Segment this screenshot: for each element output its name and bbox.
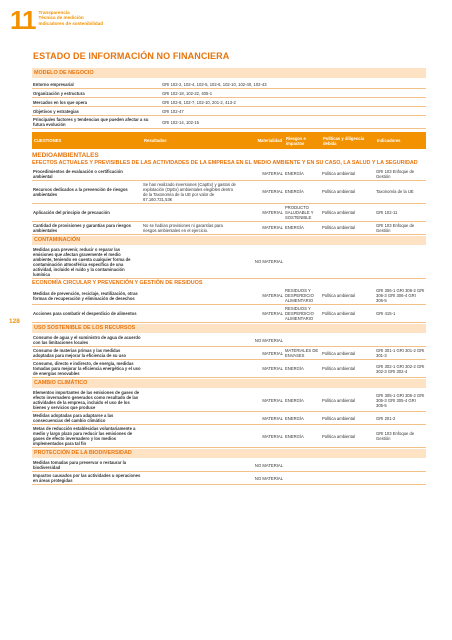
row-policy: Política ambiental xyxy=(322,293,356,298)
table-row xyxy=(32,412,426,425)
table-row xyxy=(32,305,426,323)
economia-rows xyxy=(32,287,426,323)
row-materiality: MATERIAL xyxy=(262,209,283,215)
row-question: Principales factores y tendencias que pueden afectar a su futura evolución xyxy=(33,117,149,127)
row-risk: ENERGÍA xyxy=(285,433,304,439)
row-result xyxy=(142,173,237,175)
row-question: Entorno empresarial xyxy=(33,81,74,87)
table-row xyxy=(32,389,426,412)
table-row xyxy=(32,204,426,222)
chapter-line: Indicadores de sostenibilidad xyxy=(38,20,104,26)
chapter-line: Transparencia xyxy=(38,10,70,15)
row-policy: Política ambiental xyxy=(322,209,356,215)
report-content xyxy=(32,68,426,485)
row-risk: RESIDUOS Y DESPERDICIO ALIMENTARIO xyxy=(285,288,314,303)
row-policy xyxy=(321,261,375,263)
row-indicators: GRI 201-2 xyxy=(376,415,396,421)
row-materiality: NO MATERIAL xyxy=(254,462,283,468)
row-indicators: GRI 102-14, 102-15 xyxy=(162,119,200,125)
row-result xyxy=(142,339,237,341)
row-indicators: GRI 301-1 GRI 301-2 GRI 301-3 xyxy=(376,348,425,358)
row-indicators: GRI 415-1 xyxy=(376,311,396,316)
row-question: Metas de reducción establecidas voluntariamente a medio y largo plazo para reducir las emisiones de gases de efecto invernadero y los medios implementados para tal fin xyxy=(33,426,136,446)
row-materiality: MATERIAL xyxy=(262,189,283,194)
row-result xyxy=(142,261,237,263)
row-materiality: NO MATERIAL xyxy=(254,337,283,343)
subsection-heading-contaminacion: CONTAMINACIÓN xyxy=(32,236,426,245)
row-risk xyxy=(284,261,321,263)
row-indicators: GRI 102-18, 102-22, 405-1 xyxy=(162,90,213,96)
table-row xyxy=(32,222,426,235)
row-result xyxy=(142,477,237,479)
row-indicators xyxy=(375,339,426,341)
row-question: Medidas para prevenir, reducir o reparar las emisiones que afectan gravemente el medio ambiente, teniendo en cuenta cualquier forma de contaminación atmosférica específica de una actividad, incluido el ruido y la contaminación lumínica xyxy=(33,246,131,277)
table-row xyxy=(32,168,426,181)
modelo-table xyxy=(32,80,426,129)
table-row xyxy=(32,425,426,448)
row-policy xyxy=(321,339,375,341)
medio-rows xyxy=(32,168,426,235)
row-indicators: GRI 103 Enfoque de Gestión xyxy=(376,168,415,179)
row-result: No se habían provisiones ni garantías para riesgos ambientales en el ejercicio. xyxy=(143,222,223,233)
row-indicators xyxy=(375,261,426,263)
row-result xyxy=(142,352,237,354)
row-indicators: GRI 102-11 xyxy=(376,209,398,215)
row-indicators: GRI 102-47 xyxy=(162,108,184,114)
col-resultados: Resultados xyxy=(144,138,167,143)
row-materiality: MATERIAL xyxy=(262,415,283,421)
row-result xyxy=(142,435,237,437)
row-indicators: GRI 306-1 GRI 306-2 GRI 306-3 GRI 306-4 GRI 306-5 xyxy=(376,288,425,303)
row-risk xyxy=(284,339,321,341)
row-result xyxy=(142,368,237,370)
row-result xyxy=(142,211,237,213)
table-row xyxy=(32,472,426,485)
row-result xyxy=(142,464,237,466)
row-risk xyxy=(284,477,321,479)
contaminacion-rows xyxy=(32,246,426,279)
row-result xyxy=(142,295,237,297)
row-indicators: GRI 102-6, 102-7, 102-10, 201-2, 413-2 xyxy=(162,99,236,105)
row-indicators: GRI 103 Enfoque de Gestión xyxy=(376,431,415,441)
row-question: Aplicación del principio de precaución xyxy=(33,209,110,215)
row-materiality: NO MATERIAL xyxy=(254,259,283,264)
row-question: Medidas de prevención, reciclaje, reutilización, otras formas de recuperación y eliminación de desechos xyxy=(33,290,138,301)
table-row xyxy=(32,334,426,347)
row-risk: ENERGÍA xyxy=(285,415,304,421)
table-row xyxy=(32,181,426,204)
row-question: Impactos causados por las actividades u operaciones en áreas protegidas xyxy=(33,473,141,483)
table-row xyxy=(32,80,426,89)
page-title: ESTADO DE INFORMACIÓN NO FINANCIERA xyxy=(33,51,230,61)
table-row xyxy=(32,116,426,129)
row-question: Mercados en los que opera xyxy=(33,99,87,105)
row-risk: RESIDUOS Y DESPERDICIO ALIMENTARIO xyxy=(285,306,314,321)
row-materiality: MATERIAL xyxy=(262,433,283,439)
uso-rows xyxy=(32,334,426,378)
row-question: Consumo de materias primas y las medidas adoptadas para mejorar la eficiencia de su uso xyxy=(33,348,127,358)
row-result xyxy=(142,417,237,419)
row-materiality: NO MATERIAL xyxy=(254,475,283,481)
row-policy xyxy=(321,464,375,466)
row-materiality: MATERIAL xyxy=(262,397,283,403)
row-policy: Política ambiental xyxy=(322,225,356,230)
row-result: Se han realizado inversiones (CapEx) y gastos de explotación (OpEx) ambientales elegibles dentro de la Taxonomía de la UE por valor de 67.160.731,53€ xyxy=(143,181,236,202)
table-row xyxy=(32,246,426,279)
chapter-breadcrumb xyxy=(39,10,104,26)
table-header xyxy=(32,132,426,149)
page-number: 128 xyxy=(9,318,20,325)
row-policy: Política ambiental xyxy=(322,350,356,356)
row-indicators xyxy=(375,477,426,479)
row-risk: ENERGÍA xyxy=(285,366,304,371)
chapter-line: Técnica de medición xyxy=(38,15,84,21)
row-risk: ENERGÍA xyxy=(285,189,304,194)
row-question: Consumo, directo e indirecto, de energía, medidas tomadas para mejorar la eficiencia energética y el uso de energías renovables xyxy=(33,361,141,376)
row-indicators: GRI 102-2, 102-4, 102-5, 102-6, 102-10, 102-40, 102-43 xyxy=(162,81,267,87)
table-row xyxy=(32,89,426,98)
subsection-heading-biodiversidad: PROTECCIÓN DE LA BIODIVERSIDAD xyxy=(32,449,426,458)
row-risk xyxy=(284,464,321,466)
row-materiality: MATERIAL xyxy=(262,225,283,230)
row-question: Medidas tomadas para preservar o restaurar la biodiversidad xyxy=(33,460,127,470)
subsection-heading-uso: USO SOSTENIBLE DE LOS RECURSOS xyxy=(32,324,426,333)
table-row xyxy=(32,347,426,360)
row-risk: PRODUCTO SALUDABLE Y SOSTENIBLE xyxy=(285,204,314,220)
row-policy: Política ambiental xyxy=(322,433,356,439)
row-materiality: MATERIAL xyxy=(262,311,283,316)
section-heading-medio: MEDIOAMBIENTALES xyxy=(32,152,99,159)
row-question: Recursos dedicados a la prevención de riesgos ambientales xyxy=(33,186,128,197)
biodiversidad-rows xyxy=(32,459,426,485)
col-politicas: Políticas y diligencia debida xyxy=(323,135,365,146)
row-result xyxy=(142,399,237,401)
col-cuestiones: CUESTIONES xyxy=(34,138,62,143)
row-risk: ENERGÍA xyxy=(285,225,304,230)
row-indicators: GRI 103 Enfoque de Gestión xyxy=(376,222,415,233)
row-policy: Política ambiental xyxy=(322,397,356,403)
row-question: Acciones para combatir el desperdicio de alimentos xyxy=(33,311,137,316)
row-risk: MATERIALES DE ENVASES xyxy=(285,348,319,358)
row-materiality: MATERIAL xyxy=(262,293,283,298)
row-result xyxy=(142,313,237,315)
row-indicators xyxy=(375,464,426,466)
row-indicators: GRI 305-1 GRI 305-2 GRI 305-3 GRI 305-4 GRI 305-5 xyxy=(376,392,425,408)
row-policy: Política ambiental xyxy=(322,189,356,194)
chapter-header xyxy=(10,5,104,35)
table-row xyxy=(32,98,426,107)
row-indicators: GRI 302-1 GRI 302-2 GRI 302-3 GRI 302-4 xyxy=(376,363,425,374)
row-risk: ENERGÍA xyxy=(285,171,304,176)
table-row xyxy=(32,459,426,472)
row-materiality: MATERIAL xyxy=(262,350,283,356)
table-row xyxy=(32,287,426,305)
row-indicators: Taxonomía de la UE xyxy=(376,189,414,194)
row-risk: ENERGÍA xyxy=(285,397,304,403)
cambio-rows xyxy=(32,389,426,448)
subsection-heading-efectos: EFECTOS ACTUALES Y PREVISIBLES DE LAS ACTIVIDADES DE LA EMPRESA EN EL MEDIO AMBIENTE Y EN SU CASO, LA SALUD Y LA SEGURIDAD xyxy=(32,160,418,166)
col-riesgos: Riesgos e impactos xyxy=(286,135,306,146)
table-row xyxy=(32,360,426,378)
row-question: Consumo de agua y el suministro de agua de acuerdo con las limitaciones locales xyxy=(33,335,141,345)
subsection-heading-economia: ECONOMÍA CIRCULAR Y PREVENCIÓN Y GESTIÓN DE RESIDUOS xyxy=(32,279,203,286)
section-heading-modelo: MODELO DE NEGOCIO xyxy=(32,68,426,78)
row-policy xyxy=(321,477,375,479)
col-materialidad: Materialidad xyxy=(257,138,282,143)
subsection-heading-cambio: CAMBIO CLIMÁTICO xyxy=(32,379,426,388)
chapter-number: 11 xyxy=(10,5,36,35)
row-question: Medidas adoptadas para adaptarse a las consecuencias del cambio climático xyxy=(33,413,114,423)
row-question: Cantidad de provisiones y garantías para riesgos ambientales xyxy=(33,222,131,233)
row-question: Organización y estructura xyxy=(33,90,85,96)
row-question: Procedimientos de evaluación o certificación ambiental xyxy=(33,168,123,179)
row-policy: Política ambiental xyxy=(322,311,356,316)
row-question: Elementos importantes de las emisiones de gases de efecto invernadero generados como resultado de las actividades de la empresa, incluido el uso de los bienes y servicios que produce xyxy=(33,390,140,410)
row-policy: Política ambiental xyxy=(322,415,356,421)
row-policy: Política ambiental xyxy=(322,366,356,371)
col-indicadores: Indicadores xyxy=(377,138,401,143)
row-question: Objetivos y estrategias xyxy=(33,108,79,114)
row-materiality: MATERIAL xyxy=(262,366,283,371)
row-policy: Política ambiental xyxy=(322,171,356,176)
table-row xyxy=(32,107,426,116)
row-materiality: MATERIAL xyxy=(262,171,283,176)
